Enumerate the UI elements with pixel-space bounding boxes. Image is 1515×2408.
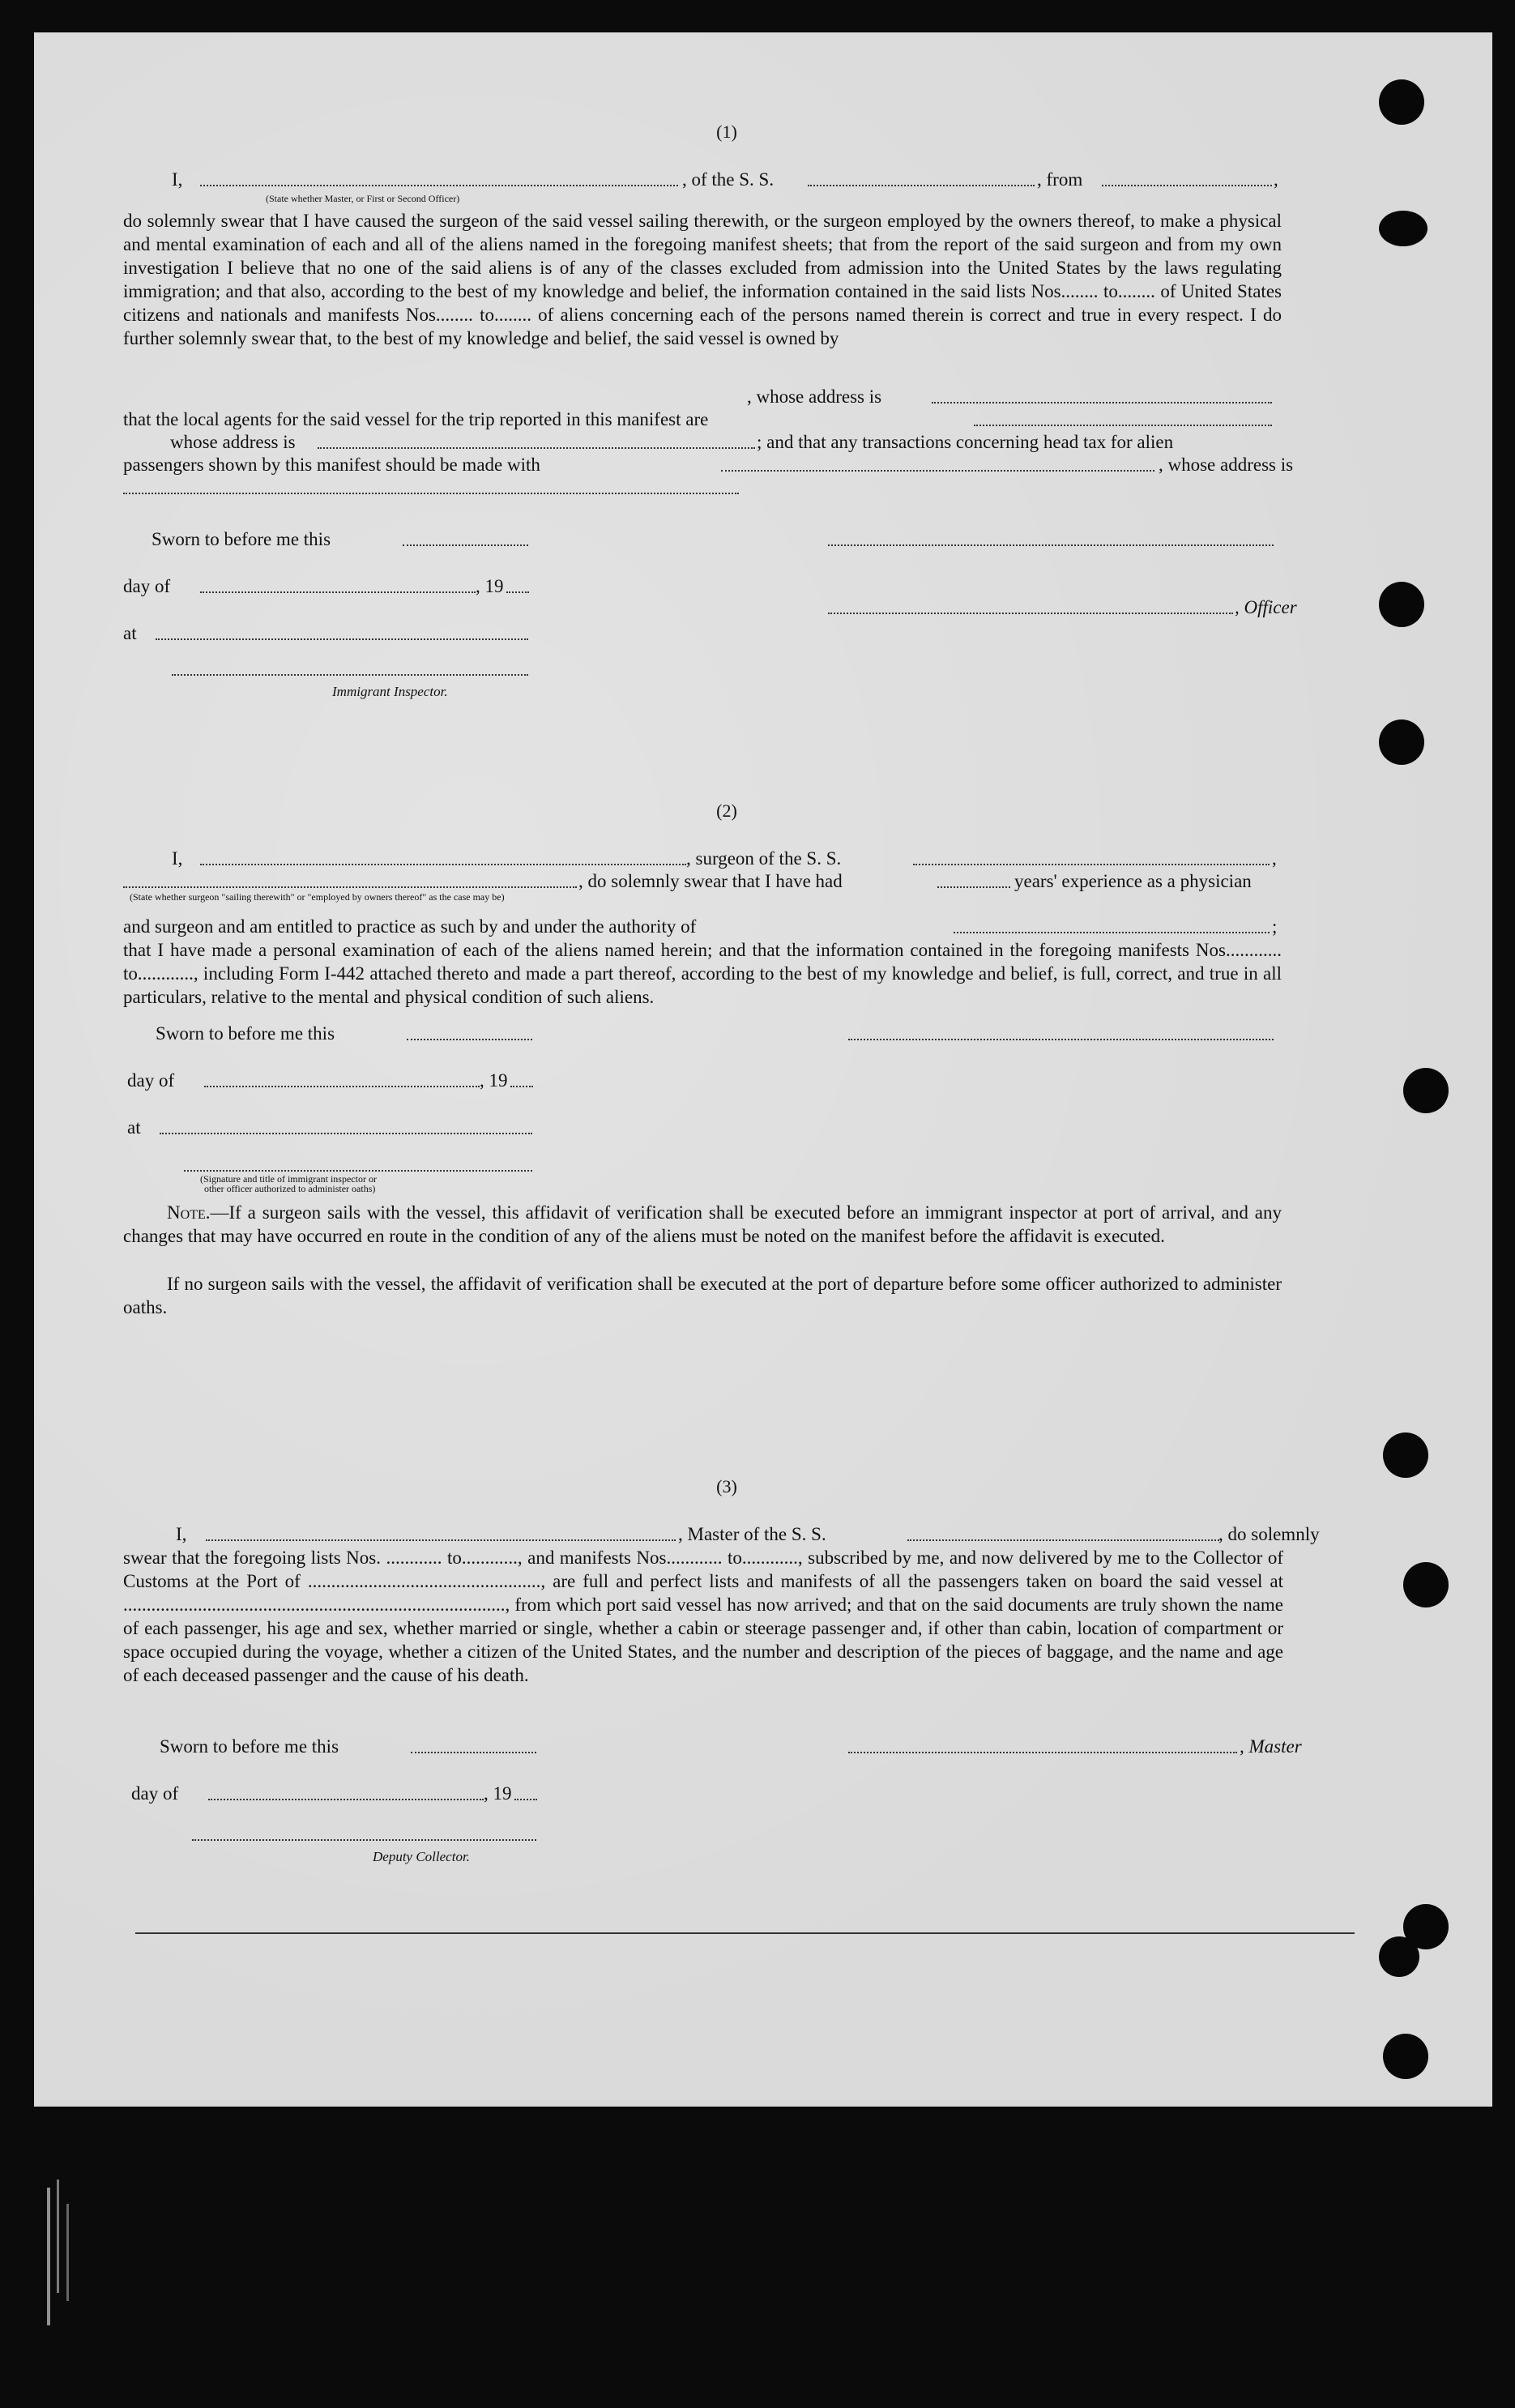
- inspector-signature-field: [172, 674, 528, 676]
- whose-address-label-2: whose address is: [170, 432, 296, 452]
- i-label-3: I,: [176, 1524, 187, 1544]
- comma: ,: [1274, 169, 1278, 190]
- from-field: [1102, 185, 1272, 186]
- note-2-paragraph: If no surgeon sails with the vessel, the affidavit of verification shall be executed at the port of departure before some officer authorized to administer oaths.: [123, 1274, 1282, 1317]
- deputy-collector-label: Deputy Collector.: [373, 1849, 470, 1864]
- comma: ,: [1272, 848, 1277, 869]
- years-experience-text: years' experience as a physician: [1014, 871, 1252, 891]
- sworn-day-field-2: [407, 1039, 532, 1040]
- punch-hole: [1379, 211, 1428, 246]
- scan-artifact: [57, 2180, 59, 2293]
- scan-artifact: [66, 2204, 69, 2301]
- years-field: [937, 886, 1010, 888]
- whose-address-label-3: , whose address is: [1159, 455, 1294, 475]
- year-field-3: [514, 1799, 537, 1800]
- sworn-label-2: Sworn to before me this: [156, 1023, 335, 1044]
- surgeon-name-field: [200, 864, 686, 865]
- oath-officer-signature-field: [184, 1170, 532, 1172]
- punch-hole: [1379, 582, 1424, 627]
- at-label-1: at: [123, 623, 137, 643]
- punch-hole: [1403, 1068, 1449, 1113]
- section-2-body: that I have made a personal examination of each of the aliens named herein; and that the information contained in the foregoing manifests Nos............ to............, including Form I-442 attached thereto and made a part thereof, according to the best of my knowledge and belief, is full, correct, and true in all particulars, relative to the mental and physical condition of such aliens.: [123, 940, 1282, 1007]
- whose-address-label: , whose address is: [747, 386, 882, 407]
- do-solemnly-label: , do solemnly: [1218, 1524, 1320, 1544]
- document-page: [34, 32, 1492, 2107]
- note-paragraph: [123, 1201, 1282, 1248]
- master-name-field: [200, 185, 678, 186]
- master-label: , Master: [1240, 1736, 1302, 1757]
- section-1-number: (1): [716, 122, 737, 142]
- of-the-ss-label: , of the S. S.: [682, 169, 775, 190]
- swear-text: , do solemnly swear that I have had: [578, 871, 843, 891]
- officer-signature-space: [828, 544, 1274, 546]
- officer-signature-field: [828, 613, 1233, 614]
- month-field-2: [204, 1086, 480, 1087]
- day-of-label-1: day of: [123, 576, 171, 596]
- immigrant-inspector-label: Immigrant Inspector.: [332, 684, 448, 699]
- year-field-1: [506, 591, 529, 593]
- sworn-day-field-1: [403, 544, 528, 546]
- punch-hole: [1379, 719, 1424, 765]
- from-label: , from: [1037, 169, 1083, 190]
- punch-hole: [1383, 1432, 1428, 1478]
- at-label-2: at: [127, 1117, 141, 1138]
- surgeon-state-note: (State whether surgeon "sailing therewith" or "employed by owners thereof" as the case may be): [130, 891, 505, 903]
- semicolon: ;: [1272, 916, 1278, 937]
- agents-address-field: [318, 447, 755, 449]
- surgeon-of-label: , surgeon of the S. S.: [686, 848, 842, 869]
- local-agents-field: [974, 425, 1272, 426]
- head-tax-text: ; and that any transactions concerning head tax for alien: [757, 432, 1174, 452]
- punch-hole: [1403, 1562, 1449, 1607]
- vessel-name-field: [808, 185, 1035, 186]
- surgeon-status-field: [123, 886, 577, 888]
- month-field-1: [200, 591, 476, 593]
- sworn-label-1: Sworn to before me this: [152, 529, 331, 549]
- note-text: —If a surgeon sails with the vessel, this affidavit of verification shall be executed before an immigrant inspector at port of arrival, and any changes that may have occurred en route in the condition of any of the aliens must be noted on the manifest before the affidavit is executed.: [123, 1202, 1282, 1246]
- master-of-label: , Master of the S. S.: [678, 1524, 826, 1544]
- year-label-1: , 19: [476, 576, 504, 596]
- state-whether-note: (State whether Master, or First or Second Officer): [266, 193, 460, 204]
- authority-field: [954, 932, 1270, 933]
- master-name-field-3: [206, 1539, 676, 1541]
- section-1-line-1: [172, 169, 182, 191]
- month-field-3: [208, 1799, 484, 1800]
- passengers-shown-text: passengers shown by this manifest should be made with: [123, 455, 540, 475]
- signature-note-1: (Signature and title of immigrant inspector or: [200, 1173, 377, 1185]
- year-field-2: [510, 1086, 533, 1087]
- surgeon-vessel-field: [913, 864, 1270, 865]
- signature-note-2: other officer authorized to administer oaths): [204, 1183, 376, 1194]
- year-label-3: , 19: [484, 1783, 512, 1804]
- place-field-1: [156, 638, 528, 640]
- note-label: Note.: [167, 1202, 211, 1223]
- authority-text: and surgeon and am entitled to practice as such by and under the authority of: [123, 916, 697, 937]
- section-2-number: (2): [716, 801, 737, 821]
- section-3-number: (3): [716, 1476, 737, 1496]
- day-of-label-3: day of: [131, 1783, 179, 1804]
- punch-hole: [1379, 79, 1424, 125]
- i-label: I,: [172, 169, 183, 190]
- local-agents-label: that the local agents for the said vessel for the trip reported in this manifest are: [123, 409, 709, 429]
- year-label-2: , 19: [480, 1070, 508, 1091]
- contact-address-field: [123, 493, 739, 494]
- punch-hole: [1383, 2034, 1428, 2079]
- day-of-label-2: day of: [127, 1070, 175, 1091]
- officer-label: , Officer: [1235, 597, 1297, 617]
- section-1-body: do solemnly swear that I have caused the surgeon of the said vessel sailing therewith, or the surgeon employed by the owners thereof, to make a physical and mental examination of each and all of the aliens named in the foregoing manifest sheets; that from the report of the said surgeon and from my own investigation I believe that no one of the said aliens is of any of the classes excluded from admission into the United States by the laws regulating immigration; and that also, according to the best of my knowledge and belief, the information contained in the said lists Nos........ to........ of United States citizens and nationals and manifests Nos........ to........ of aliens concerning each of the persons named therein is correct and true in every respect. I do further solemnly swear that, to the best of my knowledge and belief, the said vessel is owned by: [123, 211, 1282, 348]
- collector-signature-field: [192, 1839, 536, 1841]
- place-field-2: [160, 1133, 532, 1134]
- bottom-rule: [135, 1932, 1355, 1934]
- i-label-2: I,: [172, 848, 183, 869]
- master-signature-field: [848, 1752, 1237, 1753]
- section-3-body: swear that the foregoing lists Nos. ............ to............, and manifests Nos............ to............, subscribed by me, and now delivered by me to the Collector of Customs at the Port of .................................................., are full and perfect lists and manifests of all the passengers taken on board the said vessel at .................................................................................., from which port said vessel has now arrived; and that on the said documents are truly shown the name of each passenger, his age and sex, whether married or single, whether a cabin or steerage passenger and, if other than cabin, location of compartment or space occupied during the voyage, whether a citizen of the United States, and the number and description of the pieces of baggage, and the name and age of each deceased passenger and the cause of his death.: [123, 1548, 1283, 1685]
- punch-hole: [1379, 1936, 1419, 1977]
- vessel-name-field-3: [907, 1539, 1219, 1541]
- sworn-day-field-3: [411, 1752, 536, 1753]
- scan-artifact: [47, 2188, 50, 2325]
- surgeon-signature-field: [848, 1039, 1274, 1040]
- sworn-label-3: Sworn to before me this: [160, 1736, 339, 1757]
- owner-address-field: [932, 402, 1272, 403]
- head-tax-contact-field: [721, 470, 1154, 472]
